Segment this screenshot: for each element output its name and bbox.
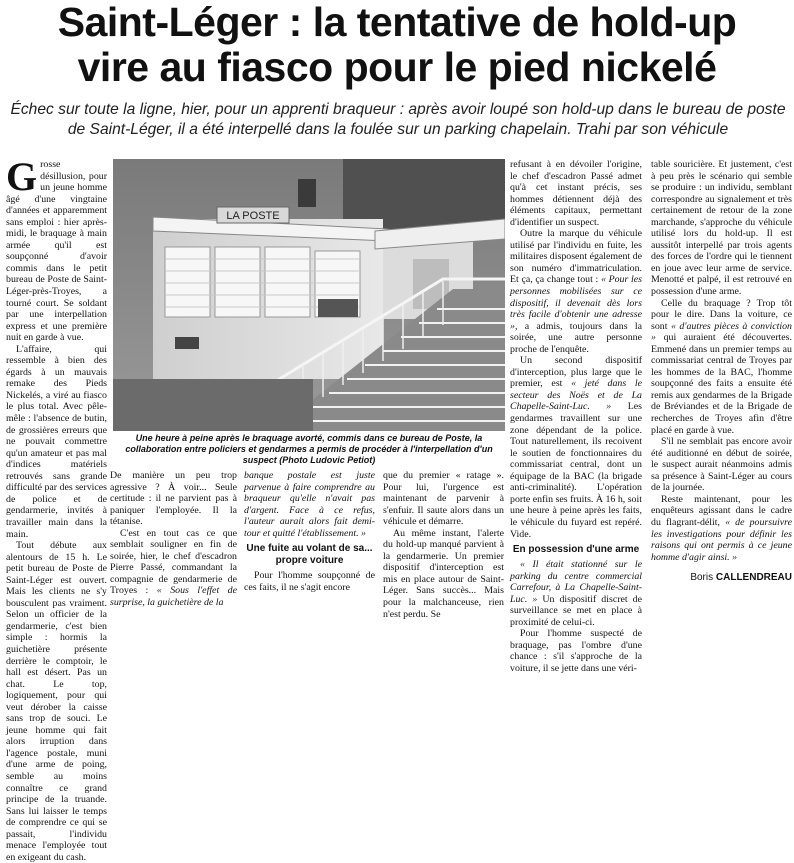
- paragraph-text: Reste maintenant, pour les enquêteurs agissant dans le cadre du flagrant-délit,: [651, 493, 792, 528]
- paragraph-text: C'est en tout cas ce que semblait souligner en fin de soirée, hier, le chef d'escadron Pierre Passé, commandant la compagnie de gendarmerie de Troyes :: [110, 527, 237, 597]
- article-column-4: [383, 470, 504, 620]
- article-column-3: [244, 470, 375, 593]
- quote: « Sous l'effet de surprise, la guichetière de la: [110, 585, 237, 609]
- paragraph-text: Un dispositif discret de surveillance se met en place à proximité de celui-ci.: [510, 593, 642, 628]
- paragraph: Pour l'homme soupçonné de ces faits, il ne s'agit encore: [244, 570, 375, 593]
- paragraph: Pour l'homme suspecté de braquage, pas l'ombre d'une chance : s'il s'approche de la voiture, il se jette dans une véri-: [510, 628, 642, 674]
- paragraph: [510, 355, 642, 540]
- article-standfirst: Échec sur toute la ligne, hier, pour un apprenti braqueur : après avoir loupé son hold-up dans le bureau de poste de Saint-Léger, il a été interpellé dans la foulée sur un parking chapelain. Trahi par son véhicule: [10, 101, 786, 138]
- paragraph-text: qui auraient été découvertes. Emmené dans un premier temps au commissariat central de Troyes par les hommes de la BAC, l'homme soupçonné des faits a ensuite été remis aux gendarmes de la Brigade de Bréviandes et de la Brigade de recherches de Troyes afin d'être placé en garde à vue.: [651, 332, 792, 436]
- section-subhead: En possession d'une arme: [512, 544, 640, 556]
- paragraph: que du premier « ratage ». Pour lui, l'urgence est maintenant de parvenir à s'enfuir. Il saute alors dans un véhicule et démarre.: [383, 470, 504, 528]
- article-column-1: [6, 154, 107, 863]
- quote: « Pour les personnes mobilisées sur ce dispositif, il devenait dès lors très facile d'obtenir une adresse »: [510, 274, 642, 332]
- post-office-photo: [113, 159, 505, 431]
- paragraph: [6, 154, 107, 344]
- quote: « Il était stationné sur le parking du centre commercial Carrefour, à La Chapelle-Saint-Luc. »: [510, 559, 642, 605]
- paragraph: S'il ne semblait pas encore avoir été auditionné en début de soirée, le suspect aurait néanmoins admis sa présence à Saint-Léger au cours de la journée.: [651, 436, 792, 494]
- paragraph-text: Celle du braquage ? Trop tôt pour le dire. Dans la voiture, ce sont: [651, 297, 792, 332]
- section-subhead: Une fuite au volant de sa... propre voiture: [246, 543, 373, 567]
- paragraph: [651, 298, 792, 437]
- paragraph: Au même instant, l'alerte du hold-up manqué parvient à la gendarmerie. Un premier dispositif d'interception est mis en place autour de Saint-Léger. Sans succès... Mais pour la malchanceuse, rien n'est perdu. Se: [383, 527, 504, 620]
- paragraph: Tout débute aux alentours de 15 h. Le petit bureau de Poste de Saint-Léger est ouvert. Mais les clients ne s'y bousculent pas vraiment. Selon un officier de la gendarmerie, c'est bien simple : hormis la guichetière présente derrière le comptoir, le hall est désert. Pas un chat. Le top, logiquement, pour qui veut dérober la caisse sans trop de souci. Le jeune homme qui fait alors irruption dans l'agence postale, muni d'une arme de poing, semble au moins connaître ce grand principe de la truande. Sans lui laisser le temps de comprendre ce qui se passait, l'individu menace l'employée tout en exigeant du cash.: [6, 540, 107, 863]
- paragraph-text: Un second dispositif d'interception, plus large que le premier, est: [510, 355, 642, 390]
- headline-line-2: vire au fiasco pour le pied nickelé: [77, 44, 717, 90]
- headline-line-1: Saint-Léger : la tentative de hold-up: [57, 0, 737, 45]
- article-column-2: [110, 470, 237, 609]
- photo-caption: Une heure à peine après le braquage avorté, commis dans ce bureau de Poste, la collaboration entre policiers et gendarmes a permis de procéder à l'interpellation d'un suspect (Photo Ludovic Petiot): [125, 433, 493, 465]
- drop-cap: G: [6, 154, 38, 199]
- post-office-illustration: [113, 159, 505, 431]
- author-last-name: CALLENDREAU: [715, 572, 792, 583]
- paragraph: [110, 528, 237, 609]
- article-column-6: [651, 159, 792, 563]
- paragraph: L'affaire, qui ressemble à bien des égards à un mauvais remake des Pieds Nickelés, a viré au fiasco le plus total. Avec pêle-mêle : l'absence de butin, de grossières erreurs que ne pouvait commettre qu'un amateur et pas mal d'indices matériels retrouvés sans grande difficulté par des services de police et de gendarmerie, invités à travailler main dans la main.: [6, 343, 107, 540]
- paragraph-text: Les gendarmes travaillent sur une zone dépendant de la police. Tout naturellement, ils recoivent le soutien de fonctionnaires du commissariat central, dont un équipage de la BAC (la brigade anti-criminalité). L'opération porte enfin ses fruits. À 16 h, soit une heure à peine après les faits, le véhicule du fuyard est repéré. Vide.: [510, 401, 643, 540]
- quote: « jeté dans le secteur des Noës et de La Chapelle-Saint-Luc. »: [510, 378, 642, 413]
- article-headline: [0, 0, 794, 90]
- paragraph: [244, 470, 375, 539]
- paragraph: table souricière. Et justement, c'est à peu près le scénario qui semble se produire : un individu, semblant correspondre au signalement et très certainement de retour de la zone marchande, s'approche du véhicule utilisé lors du hold-up. Il est aussitôt interpellé par trois agents des forces de l'ordre qui le tiennent en joue avec leur arme de service. Menotté et palpé, il est retrouvé en possession d'une arme.: [651, 159, 792, 298]
- paragraph: [651, 494, 792, 563]
- paragraph: [510, 228, 642, 355]
- quote: « d'autres pièces à conviction »: [651, 320, 792, 344]
- paragraph-text: , a admis, toujours dans la soirée, une autre personne proche de l'enquête.: [510, 320, 642, 355]
- author-first-name: Boris: [690, 572, 714, 583]
- paragraph-text: Outre la marque du véhicule utilisé par l'individu en fuite, les militaires disposent également de son numéro d'immatriculation. Et ça, ça change tout :: [510, 228, 642, 286]
- quote: banque postale est juste parvenue à faire comprendre au braqueur qu'elle n'avait pas d'argent. Face à ce refus, l'auteur aurait alors fait demi-tour et quitté l'établissement. »: [244, 470, 375, 539]
- la-poste-sign: LA POSTE: [226, 210, 280, 222]
- article-column-5: [510, 159, 642, 675]
- paragraph: [510, 559, 642, 628]
- paragraph-text: rosse désillusion, pour un jeune homme âgé d'une vingtaine d'années et apparemment sans emploi : hier après-midi, le braquage à main armée qu'il est soupçonné d'avoir commis dans le petit bureau de Poste de Saint-Léger-près-Troyes, a tourné court. Se soldant par une interpellation express et une première nuit en garde à vue.: [6, 159, 107, 344]
- quote: « de poursuivre les investigations pour définir les raisons qui ont permis à ce jeune homme d'agir ainsi. »: [651, 516, 792, 563]
- author-byline: [651, 572, 792, 583]
- paragraph: De manière un peu trop agressive ? À voir... Seule certitude : il ne parvient pas à paniquer l'employée. Il la tétanise.: [110, 470, 237, 528]
- paragraph: refusant à en dévoiler l'origine, le chef d'escadron Passé admet qu'à cet instant précis, ses hommes détiennent déjà des éléments capitaux, permettant d'identifier un suspect.: [510, 159, 642, 228]
